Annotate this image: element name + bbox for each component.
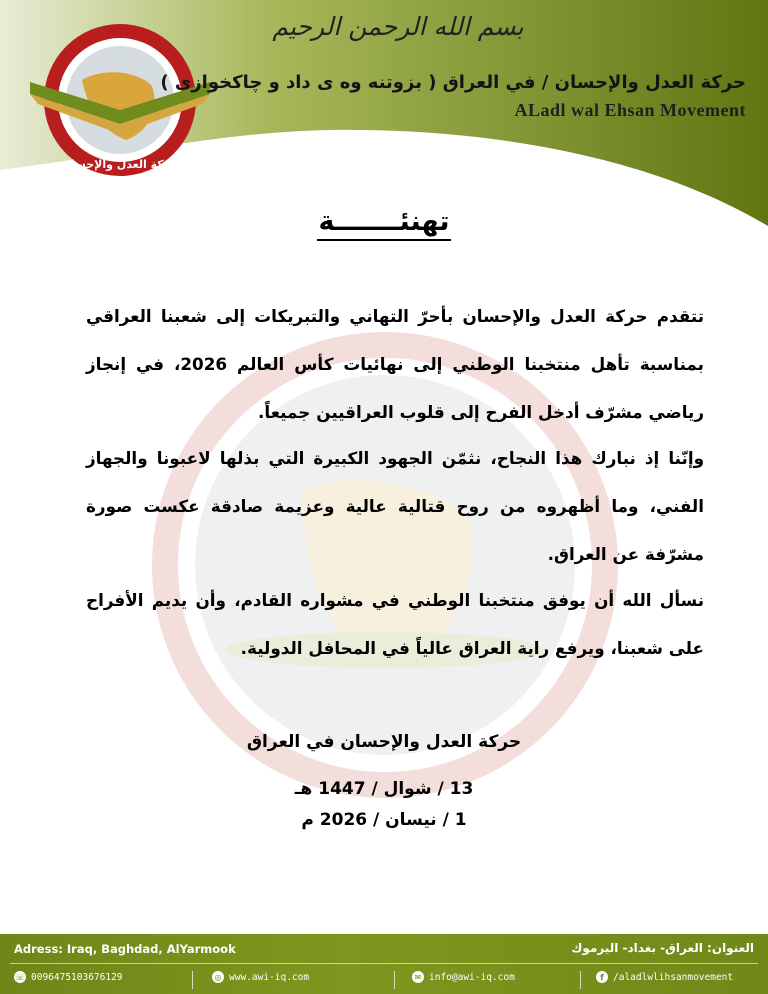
date-gregorian: 1 / نيسان / 2026 م bbox=[301, 810, 467, 830]
footer-email[interactable] bbox=[412, 971, 515, 983]
email-icon: ✉ bbox=[412, 971, 424, 983]
footer-address-arabic: العنوان: العراق- بغداد- اليرموك bbox=[571, 941, 754, 955]
footer-phone[interactable] bbox=[14, 971, 123, 983]
footer-facebook[interactable] bbox=[596, 971, 733, 983]
phone-text: 009647510367612​9 bbox=[31, 971, 123, 983]
org-name-english: ALadl wal Ehsan Movement bbox=[514, 100, 746, 120]
footer-website[interactable] bbox=[212, 971, 309, 983]
footer-contacts bbox=[0, 971, 768, 989]
org-name-arabic: حركة العدل والإحسان / في العراق ( بزوتنه وه ى داد و چاكخوازى ) bbox=[160, 72, 746, 93]
logo-caption: حركة العدل والإحسان bbox=[61, 158, 179, 171]
website-text: www.awi-iq.com bbox=[229, 971, 310, 983]
globe-icon: ◎ bbox=[212, 971, 224, 983]
document-title bbox=[0, 206, 768, 237]
email-text: info@awi-iq.com bbox=[429, 971, 515, 983]
paragraph-1: تتقدم حركة العدل والإحسان بأحرّ التهاني والتبريكات إلى شعبنا العراقي بمناسبة تأهل منتخبنا الوطني إلى نهائيات كأس العالم 2026، في إنجاز رياضي مشرّف أدخل الفرح إلى قلوب العراقيين جميعاً. bbox=[86, 306, 704, 422]
date-hijri: 13 / شوال / 1447 هـ bbox=[294, 779, 474, 799]
footer-separator bbox=[580, 971, 581, 989]
paragraph-2: وإنّنا إذ نبارك هذا النجاح، نثمّن الجهود الكبيرة التي بذلها لاعبونا والجهاز الفني، وما أظهروه من روح قتالية عالية وعزيمة صادقة عكست صورة مشرّفة عن العراق. bbox=[86, 448, 704, 564]
movement-logo bbox=[22, 20, 218, 182]
title-text: تهنئـــــــة bbox=[317, 206, 452, 241]
footer-separator bbox=[394, 971, 395, 989]
phone-icon: ☏ bbox=[14, 972, 25, 982]
footer-separator bbox=[192, 971, 193, 989]
footer-address-english: Adress: Iraq, Baghdad, AlYarmook bbox=[14, 942, 236, 956]
footer-bar bbox=[0, 934, 768, 994]
bismillah-heading: بسم الله الرحمن الرحيم bbox=[272, 12, 524, 41]
facebook-text: /aladlwlihsanmovement bbox=[613, 971, 734, 983]
facebook-icon: f bbox=[596, 971, 608, 983]
footer-divider bbox=[10, 963, 758, 964]
paragraph-3: نسأل الله أن يوفق منتخبنا الوطني في مشواره القادم، وأن يديم الأفراح على شعبنا، ويرفع راية العراق عالياً في المحافل الدولية. bbox=[86, 590, 704, 658]
signature: حركة العدل والإحسان في العراق bbox=[246, 732, 522, 752]
